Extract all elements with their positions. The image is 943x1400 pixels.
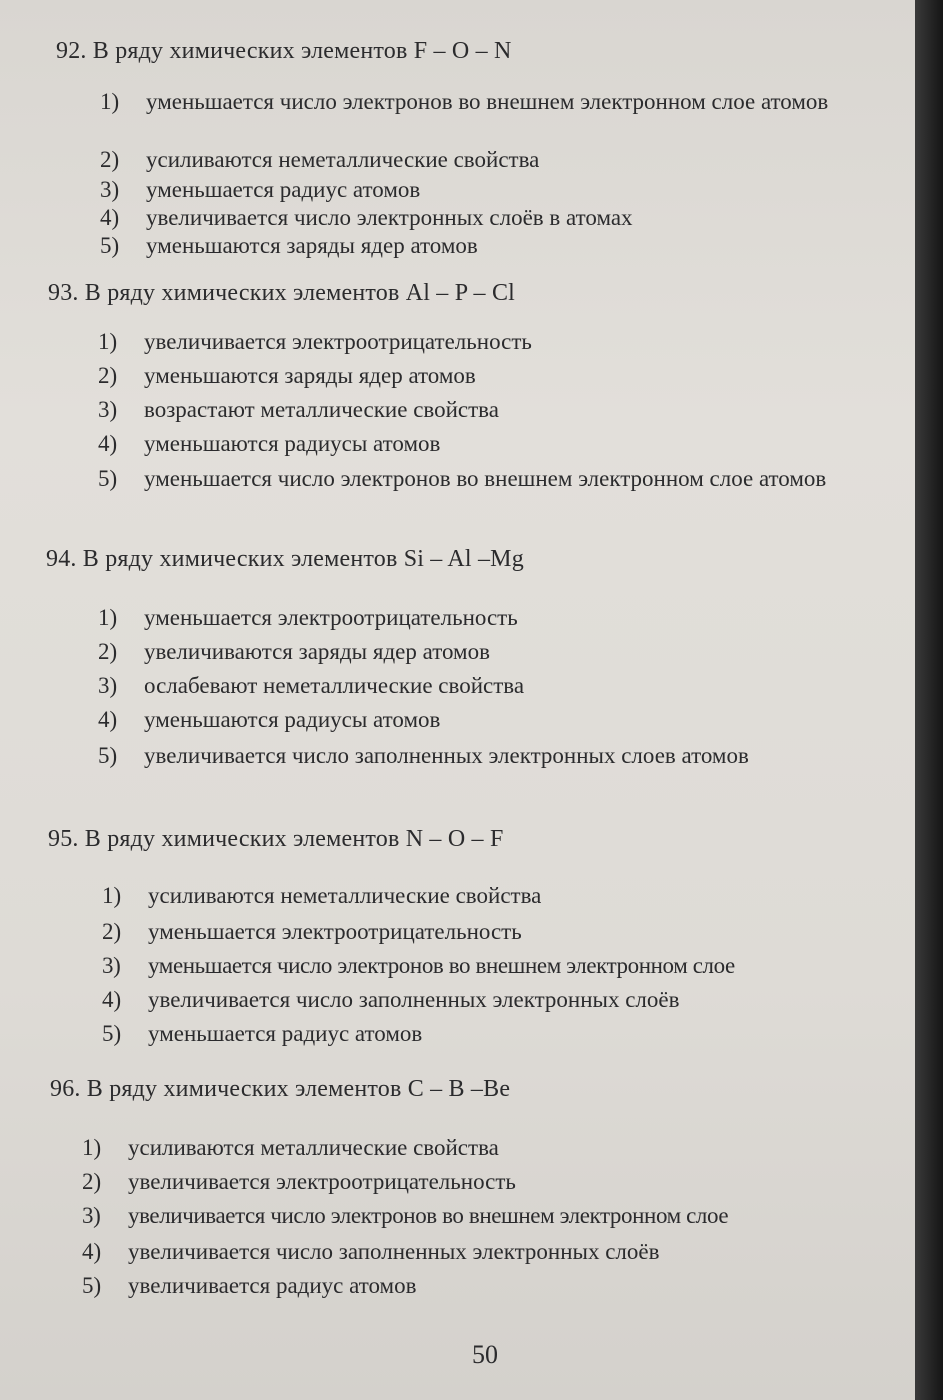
answer-option: [100, 146, 860, 174]
option-text: уменьшаются радиусы атомов: [144, 431, 441, 456]
answer-option: [102, 952, 902, 980]
option-text: уменьшается число электронов во внешнем электронном слое атомов: [146, 89, 829, 114]
option-text: уменьшается электроотрицательность: [148, 919, 522, 944]
answer-option: [98, 638, 888, 666]
answer-option: [100, 232, 860, 260]
question-title: 96. В ряду химических элементов C – B –Be: [50, 1076, 511, 1102]
answer-option: [100, 176, 860, 204]
option-text: уменьшается радиус атомов: [146, 177, 421, 202]
question-title: 95. В ряду химических элементов N – O – F: [48, 826, 504, 852]
answer-option: [98, 362, 878, 390]
option-number: 1): [100, 89, 120, 114]
answer-option: [102, 918, 902, 946]
option-text: уменьшается электроотрицательность: [144, 605, 518, 630]
option-number: 5): [98, 466, 118, 491]
option-number: 4): [98, 707, 118, 732]
option-number: 5): [100, 233, 120, 258]
option-number: 4): [98, 431, 118, 456]
option-text: уменьшаются радиусы атомов: [144, 707, 441, 732]
option-number: 3): [102, 953, 121, 978]
option-number: 1): [102, 883, 122, 908]
option-number: 1): [82, 1135, 102, 1160]
option-text: увеличивается число заполненных электронных слоёв: [128, 1239, 660, 1264]
answer-option: [82, 1134, 902, 1162]
option-text: увеличиваются заряды ядер атомов: [144, 639, 490, 664]
book-binding-edge: [915, 0, 943, 1400]
question-title: 93. В ряду химических элементов Al – P – Cl: [48, 280, 516, 306]
answer-option: [98, 738, 898, 774]
option-number: 3): [82, 1203, 101, 1228]
option-number: 5): [82, 1273, 102, 1298]
option-number: 3): [100, 177, 120, 202]
option-text: уменьшаются заряды ядер атомов: [146, 233, 478, 258]
question-title: 94. В ряду химических элементов Si – Al –Mg: [46, 546, 524, 572]
option-number: 2): [98, 639, 118, 664]
answer-option: [102, 986, 902, 1014]
answer-option: [100, 88, 830, 116]
option-text: усиливаются неметаллические свойства: [146, 147, 540, 172]
option-number: 4): [82, 1239, 102, 1264]
answer-option: [82, 1238, 902, 1266]
option-text: ослабевают неметаллические свойства: [144, 673, 525, 698]
option-number: 1): [98, 329, 118, 354]
option-number: 2): [100, 147, 120, 172]
option-text: уменьшается число электронов во внешнем электронном слое атомов: [144, 466, 827, 491]
answer-option: [102, 882, 902, 910]
option-number: 4): [100, 205, 120, 230]
option-text: увеличивается радиус атомов: [128, 1273, 417, 1298]
option-text: уменьшаются заряды ядер атомов: [144, 363, 476, 388]
answer-option: [102, 1020, 902, 1048]
answer-option: [98, 462, 890, 496]
answer-option: [98, 396, 878, 424]
answer-option: [82, 1202, 902, 1230]
answer-option: [98, 672, 888, 700]
option-number: 5): [102, 1021, 122, 1046]
option-text: усиливаются неметаллические свойства: [148, 883, 542, 908]
option-text: увеличивается электроотрицательность: [128, 1169, 516, 1194]
answer-option: [98, 328, 878, 356]
option-number: 2): [98, 363, 118, 388]
question-title: 92. В ряду химических элементов F – O – N: [56, 38, 512, 64]
option-text: усиливаются металлические свойства: [128, 1135, 499, 1160]
option-text: увеличивается число электронов во внешнем электронном слое: [128, 1203, 729, 1228]
option-text: увеличивается число заполненных электронных слоев атомов: [144, 743, 749, 768]
option-text: увеличивается электроотрицательность: [144, 329, 532, 354]
option-number: 3): [98, 397, 118, 422]
option-text: уменьшается радиус атомов: [148, 1021, 423, 1046]
option-number: 5): [98, 743, 118, 768]
option-number: 2): [102, 919, 122, 944]
answer-option: [100, 204, 860, 232]
answer-option: [82, 1272, 902, 1300]
answer-option: [98, 430, 878, 458]
option-number: 4): [102, 987, 122, 1012]
answer-option: [98, 706, 888, 734]
page-number: 50: [472, 1340, 498, 1369]
option-text: возрастают металлические свойства: [144, 397, 499, 422]
option-number: 1): [98, 605, 118, 630]
option-number: 2): [82, 1169, 102, 1194]
option-text: увеличивается число электронных слоёв в атомах: [146, 205, 633, 230]
answer-option: [98, 604, 888, 632]
option-text: увеличивается число заполненных электронных слоёв: [148, 987, 680, 1012]
option-text: уменьшается число электронов во внешнем электронном слое: [148, 953, 735, 978]
answer-option: [82, 1168, 902, 1196]
option-number: 3): [98, 673, 118, 698]
